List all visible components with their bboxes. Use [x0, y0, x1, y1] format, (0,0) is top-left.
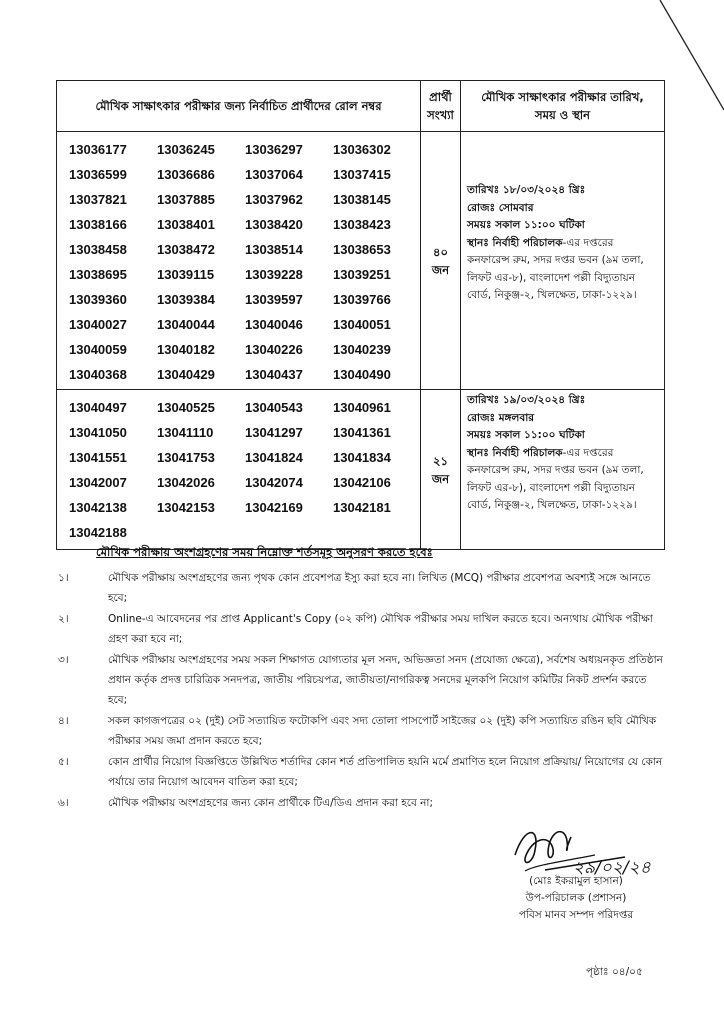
roll-number: 13041297	[245, 425, 303, 440]
roll-grid	[69, 137, 420, 387]
header-roll-numbers: মৌখিক সাক্ষাৎকার পরীক্ষার জন্য নির্বাচিত প্রার্থীদের রোল নম্বর	[57, 81, 421, 132]
roll-number: 13041824	[245, 450, 303, 465]
candidate-count-unit: জন	[431, 262, 450, 277]
list-item-text: Online-এ আবেদনের পর প্রাপ্ত Applicant's Copy (০২ কপি) মৌখিক পরীক্ষার সময় দাখিল করতে হবে। অন্যথায় মৌখিক পরীক্ষা গ্রহণ করা হবে না;	[108, 613, 653, 645]
roll-number: 13040059	[69, 342, 127, 357]
roll-number: 13039597	[245, 292, 303, 307]
instructions-list	[56, 568, 664, 813]
table-row	[57, 390, 665, 550]
roll-number: 13038653	[333, 242, 391, 257]
roll-number: 13040490	[333, 367, 391, 382]
header-count-line2: সংখ্যা	[427, 108, 454, 122]
roll-number: 13042181	[333, 500, 391, 515]
list-item-text: সকল কাগজপত্রের ০২ (দুই) সেট সত্যায়িত ফটোকপি এবং সদ্য তোলা পাসপোর্ট সাইজের ০২ (দুই) কপি সত্যায়িত রঙিন ছবি মৌখিক পরীক্ষার সময় জমা প্রদান করতে হবে;	[108, 715, 657, 747]
roll-list-cell	[57, 390, 421, 550]
list-item-number: ২।	[58, 613, 69, 625]
interview-day: রোজঃ সোমবার	[467, 201, 534, 214]
header-info-line2: সময় ও স্থান	[534, 108, 591, 122]
roll-number: 13037415	[333, 167, 391, 182]
roll-number: 13040543	[245, 400, 303, 415]
roll-number: 13037885	[157, 192, 215, 207]
roll-number: 13042007	[69, 475, 127, 490]
list-item	[56, 609, 664, 649]
roll-number: 13036245	[157, 142, 215, 157]
roll-number: 13037064	[245, 167, 303, 182]
table-row	[57, 132, 665, 390]
roll-number: 13039228	[245, 267, 303, 282]
signatory-name: (মোঃ ইকরামুল হাসান)	[529, 875, 623, 887]
roll-number: 13041551	[69, 450, 127, 465]
roll-number: 13039251	[333, 267, 391, 282]
roll-number: 13042153	[157, 500, 215, 515]
list-item-text: মৌখিক পরীক্ষায় অংশগ্রহণের জন্য পৃথক কোন প্রবেশপত্র ইস্যু করা হবে না। লিখিত (MCQ) পরীক্ষার প্রবেশপত্র অবশ্যই সঙ্গে আনতে হবে;	[108, 572, 651, 604]
header-info-line1: মৌখিক সাক্ষাৎকার পরীক্ষার তারিখ,	[481, 90, 644, 104]
roll-number: 13038166	[69, 217, 127, 232]
list-item	[56, 752, 664, 792]
roll-number: 13040525	[157, 400, 215, 415]
roll-number: 13040182	[157, 342, 215, 357]
instructions-title: মৌখিক পরীক্ষায় অংশগ্রহণের সময় নিম্নোক্ত শর্তসমূহ অনুসরণ করতে হবেঃ	[96, 545, 433, 559]
roll-number: 13036302	[333, 142, 391, 157]
roll-number: 13040046	[245, 317, 303, 332]
list-item	[56, 793, 664, 813]
signature-date: ২৯/০২/২৪	[573, 858, 651, 878]
interview-time: সময়ঃ সকাল ১১:০০ ঘটিকা	[467, 429, 585, 441]
list-item-number: ৩।	[58, 654, 69, 666]
roll-number: 13042106	[333, 475, 391, 490]
interview-date: তারিখঃ ১৮/০৩/২০২৪ খ্রিঃ	[467, 184, 586, 196]
roll-number: 13042169	[245, 500, 303, 515]
roll-number: 13038420	[245, 217, 303, 232]
roll-number: 13039384	[157, 292, 215, 307]
interview-place	[467, 445, 658, 515]
list-item-text: মৌখিক পরীক্ষায় অংশগ্রহণের জন্য কোন প্রার্থীকে টিএ/ডিএ প্রদান করা হবে না;	[108, 797, 434, 809]
roll-number: 13038401	[157, 217, 215, 232]
roll-number: 13041361	[333, 425, 391, 440]
signatory-block	[486, 873, 666, 924]
roll-number: 13041110	[157, 425, 214, 440]
roll-number: 13039360	[69, 292, 127, 307]
roll-number: 13040961	[333, 400, 391, 415]
roll-number: 13040437	[245, 367, 303, 382]
roll-number: 13042188	[69, 525, 127, 540]
roll-number: 13040226	[245, 342, 303, 357]
list-item	[56, 650, 664, 710]
roll-number: 13038145	[333, 192, 391, 207]
roll-number: 13038472	[157, 242, 215, 257]
page-number: পৃষ্ঠাঃ ০৪/০৫	[586, 966, 643, 978]
roll-number: 13037821	[69, 192, 127, 207]
candidate-count-unit: জন	[431, 471, 450, 486]
roll-number: 13040497	[69, 400, 127, 415]
interview-info-cell	[461, 390, 665, 550]
table-header-row	[57, 81, 665, 132]
list-item-number: ৬।	[58, 797, 69, 809]
roll-number: 13041834	[333, 450, 391, 465]
roll-number-table	[56, 80, 665, 550]
list-item-text: মৌখিক পরীক্ষায় অংশগ্রহণের সময় সকল শিক্ষাগত যোগ্যতার মূল সনদ, অভিজ্ঞতা সনদ (প্রযোজ্য ক্ষেত্রে), সর্বশেষ অধ্যয়নকৃত প্রতিষ্ঠান প্রধান কর্তৃক প্রদত্ত চারিত্রিক সনদপত্র, জাতীয় পরিচয়পত্র, জাতীয়তা/নাগরিকত্ব সনদের মূলকপি নিয়োগ কমিটির নিকট প্রদর্শন করতে হবে;	[108, 654, 663, 706]
roll-number: 13038695	[69, 267, 127, 282]
interview-info-cell	[461, 132, 665, 390]
candidate-count: ২১	[433, 453, 448, 468]
roll-number: 13036686	[157, 167, 215, 182]
signatory-office: পবিস মানব সম্পদ পরিদপ্তর	[518, 909, 634, 921]
roll-grid	[69, 395, 420, 545]
interview-day: রোজঃ মঙ্গলবার	[467, 411, 535, 424]
roll-number: 13037962	[245, 192, 303, 207]
roll-number: 13040044	[157, 317, 215, 332]
interview-time: সময়ঃ সকাল ১১:০০ ঘটিকা	[467, 219, 585, 231]
roll-number: 13040027	[69, 317, 127, 332]
interview-place	[467, 235, 658, 305]
candidate-count-cell	[421, 390, 461, 550]
signatory-designation: উপ-পরিচালক (প্রশাসন)	[525, 892, 627, 904]
roll-number: 13042138	[69, 500, 127, 515]
roll-number: 13042074	[245, 475, 303, 490]
interview-place-text: -এর দপ্তরের কনফারেন্স রুম, সদর দপ্তর ভবন (৯ম তলা, লিফট এর-৮), বাংলাদেশ পল্লী বিদ্যুতায়ন বোর্ড, নিকুঞ্জ-২, খিলক্ষেত, ঢাকা-১২২৯।	[467, 446, 644, 511]
roll-number: 13042026	[157, 475, 215, 490]
roll-number: 13040429	[157, 367, 215, 382]
list-item-number: ১।	[58, 572, 69, 584]
list-item	[56, 568, 664, 608]
roll-number: 13038423	[333, 217, 391, 232]
interview-date: তারিখঃ ১৯/০৩/২০২৪ খ্রিঃ	[467, 394, 586, 406]
roll-number: 13039766	[333, 292, 391, 307]
header-candidate-count	[421, 81, 461, 132]
roll-number: 13040051	[333, 317, 391, 332]
roll-number: 13041050	[69, 425, 127, 440]
list-item-text: কোন প্রার্থীর নিয়োগ বিজ্ঞপ্তিতে উল্লিখিত শর্তাদির কোন শর্ত প্রতিপালিত হয়নি মর্মে প্রমাণিত হলে নিয়োগ প্রক্রিয়ায়/ নিয়োগের যে কোন পর্যায়ে তার নিয়োগ আবেদন বাতিল করা হবে;	[108, 756, 663, 788]
roll-number: 13038458	[69, 242, 127, 257]
roll-list-cell	[57, 132, 421, 390]
candidate-count-cell	[421, 132, 461, 390]
list-item	[56, 711, 664, 751]
roll-number: 13036599	[69, 167, 127, 182]
roll-number: 13038514	[245, 242, 303, 257]
interview-place-label: স্থানঃ নির্বাহী পরিচালক	[467, 446, 563, 459]
interview-place-text: -এর দপ্তরের কনফারেন্স রুম, সদর দপ্তর ভবন (৯ম তলা, লিফট এর-৮), বাংলাদেশ পল্লী বিদ্যুতায়ন বোর্ড, নিকুঞ্জ-২, খিলক্ষেত, ঢাকা-১২২৯।	[467, 236, 644, 301]
roll-number: 13036177	[69, 142, 127, 157]
list-item-number: ৪।	[58, 715, 69, 727]
roll-number: 13039115	[157, 267, 215, 282]
roll-number: 13041753	[157, 450, 215, 465]
candidate-count: ৪০	[433, 244, 448, 259]
instructions-section	[56, 542, 664, 814]
header-count-line1: প্রার্থী	[429, 90, 452, 104]
header-interview-info	[461, 81, 665, 132]
roll-number: 13040368	[69, 367, 127, 382]
list-item-number: ৫।	[58, 756, 69, 768]
roll-number: 13036297	[245, 142, 303, 157]
interview-place-label: স্থানঃ নির্বাহী পরিচালক	[467, 236, 563, 249]
roll-number: 13040239	[333, 342, 391, 357]
